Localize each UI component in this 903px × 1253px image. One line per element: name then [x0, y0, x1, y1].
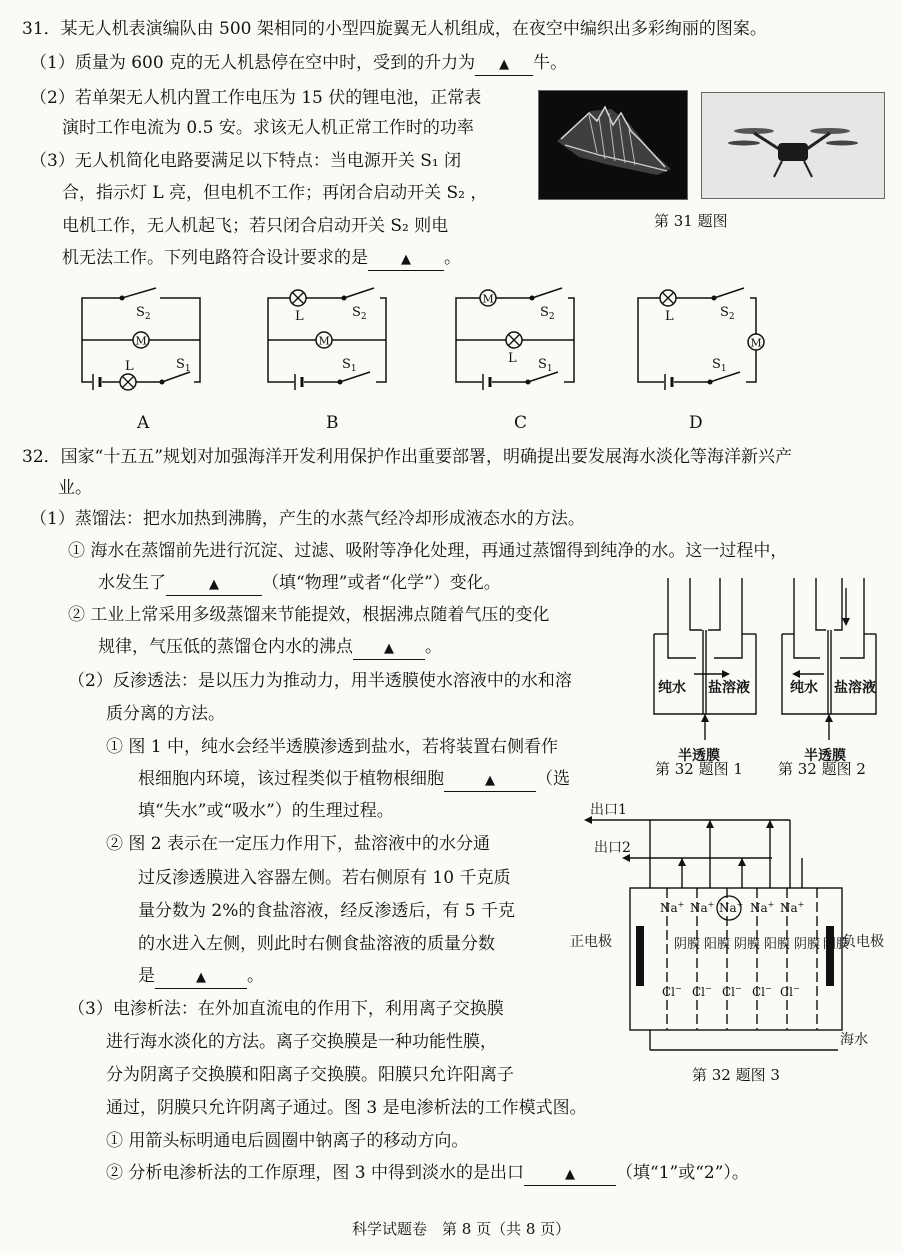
svg-text:S2: $S_2$	[540, 305, 555, 322]
q32-s2-q1-line3: 填“失水”或“吸水”）的生理过程。	[138, 801, 394, 821]
svg-text:出口2: 出口2	[594, 840, 631, 856]
svg-text:Na+: Na+	[690, 900, 715, 915]
answer-blank[interactable]: ▲	[368, 248, 444, 271]
page-footer: 科学试题卷 第 8 页（共 8 页）	[352, 1220, 571, 1238]
q32-s2-q1-line1: ① 图 1 中，纯水会经半透膜渗透到盐水，若将装置右侧看作	[106, 737, 559, 757]
figure-32-3-caption: 第 32 题图 3	[692, 1066, 780, 1084]
q32-stem-line2: 业。	[58, 478, 92, 498]
q32-s3-line1: （3）电渗析法：在外加直流电的作用下，利用离子交换膜	[68, 999, 504, 1019]
q31-part3-line4: 机无法工作。下列电路符合设计要求的是 ▲ 。	[62, 247, 461, 271]
svg-text:阳膜: 阳膜	[764, 937, 791, 952]
svg-text:Na+: Na+	[750, 900, 775, 915]
answer-blank[interactable]: ▲	[353, 637, 425, 660]
svg-text:Na+: Na+	[780, 900, 805, 915]
svg-text:S2: $S_2$	[136, 305, 151, 322]
svg-text:纯水: 纯水	[790, 680, 818, 696]
figure-32-2	[776, 578, 901, 778]
figure-32-3	[570, 800, 900, 1060]
q32-s1-q2-line1: ② 工业上常采用多级蒸馏来节能提效，根据沸点随着气压的变化	[68, 605, 550, 625]
circuit-label-b: B	[326, 413, 339, 433]
q32-s2-q1-line2: 根细胞内环境，该过程类似于植物根细胞 ▲ （选	[138, 768, 570, 792]
drone-photo	[701, 92, 885, 199]
svg-text:半透膜: 半透膜	[678, 748, 720, 764]
q31-figure-caption: 第 31 题图	[654, 212, 728, 230]
circuit-label-a: A	[137, 413, 150, 433]
svg-text:阳膜: 阳膜	[704, 937, 731, 952]
answer-blank[interactable]: ▲	[166, 573, 262, 596]
figure-32-1	[644, 578, 769, 778]
q32-s2-q2-line2: 过反渗透膜进入容器左侧。若右侧原有 10 千克质	[138, 868, 511, 888]
q31-part1: （1）质量为 600 克的无人机悬停在空中时，受到的升力为 ▲ 牛。	[30, 52, 567, 76]
svg-text:S1: $S_1$	[538, 357, 553, 374]
q32-s2-q2-line1: ② 图 2 表示在一定压力作用下，盐溶液中的水分通	[106, 834, 491, 854]
circuit-b	[258, 282, 398, 398]
q32-s2-q2-line4: 的水进入左侧，则此时右侧食盐溶液的质量分数	[138, 934, 495, 954]
q32-s3-q1: ① 用箭头标明通电后圆圈中钠离子的移动方向。	[106, 1131, 469, 1151]
q31-part2-line2: 演时工作电流为 0.5 安。求该无人机正常工作时的功率	[62, 118, 474, 138]
svg-text:S2: $S_2$	[720, 305, 735, 322]
svg-text:海水: 海水	[840, 1032, 868, 1048]
q32-s2-line1: （2）反渗透法：是以压力为推动力，用半透膜使水溶液中的水和溶	[68, 671, 572, 691]
svg-text:出口1: 出口1	[590, 802, 627, 818]
q31-stem: 31．某无人机表演编队由 500 架相同的小型四旋翼无人机组成，在夜空中编织出多彩绚丽的图案。	[22, 19, 767, 39]
drone-light-pattern-icon	[539, 91, 687, 199]
q31-part3-line1: （3）无人机简化电路要满足以下特点：当电源开关 S₁ 闭	[30, 151, 462, 171]
q32-s3-line4: 通过，阴膜只允许阴离子通过。图 3 是电渗析法的工作模式图。	[106, 1098, 587, 1118]
svg-text:阴膜: 阴膜	[734, 937, 761, 952]
circuit-label-c: C	[514, 413, 528, 433]
q31-part3-line3: 电机工作，无人机起飞；若只闭合启动开关 S₂ 则电	[62, 216, 449, 236]
figure-32-2-caption: 第 32 题图 2	[778, 760, 866, 778]
answer-blank[interactable]: ▲	[155, 966, 247, 989]
q32-s2-line2: 质分离的方法。	[106, 704, 225, 724]
q32-s1-q1-line1: ① 海水在蒸馏前先进行沉淀、过滤、吸附等净化处理，再通过蒸馏得到纯净的水。这一过程中，	[68, 541, 788, 561]
svg-text:Cl−: Cl−	[722, 984, 742, 999]
svg-text:Cl−: Cl−	[780, 984, 800, 999]
q32-s2-q2-line5: 是 ▲ 。	[138, 965, 264, 989]
q32-section1: （1）蒸馏法：把水加热到沸腾，产生的水蒸气经冷却形成液态水的方法。	[30, 509, 585, 529]
q32-s3-line2: 进行海水淡化的方法。离子交换膜是一种功能性膜，	[106, 1032, 497, 1052]
q32-s3-q2: ② 分析电渗析法的工作原理，图 3 中得到淡水的是出口 ▲ （填“1”或“2”）。	[106, 1162, 749, 1186]
svg-text:半透膜: 半透膜	[804, 748, 846, 764]
q32-s1-q1-line2: 水发生了 ▲ （填“物理”或者“化学”）变化。	[98, 572, 501, 596]
svg-text:Cl−: Cl−	[692, 984, 712, 999]
q31-part3-line2: 合，指示灯 L 亮，但电机不工作；再闭合启动开关 S₂ ，	[62, 183, 488, 203]
svg-text:S1: $S_1$	[176, 357, 191, 374]
answer-blank[interactable]: ▲	[444, 769, 536, 792]
svg-text:阳膜: 阳膜	[823, 937, 850, 952]
answer-blank[interactable]: ▲	[524, 1163, 616, 1186]
answer-blank[interactable]: ▲	[475, 53, 533, 76]
quadcopter-icon	[702, 93, 884, 198]
circuit-a	[72, 282, 212, 398]
svg-text:S1: $S_1$	[342, 357, 357, 374]
q32-s1-q2-line2: 规律，气压低的蒸馏仓内水的沸点 ▲ 。	[98, 636, 442, 660]
svg-text:负电极: 负电极	[842, 934, 884, 950]
svg-text:Cl−: Cl−	[662, 984, 682, 999]
circuit-label-d: D	[689, 413, 703, 433]
drone-show-photo	[538, 90, 688, 200]
svg-text:盐溶液: 盐溶液	[708, 680, 750, 696]
svg-text:正电极: 正电极	[570, 934, 612, 950]
svg-text:L: L	[665, 309, 674, 324]
q32-stem-line1: 32．国家“十五五”规划对加强海洋开发利用保护作出重要部署，明确提出要发展海水淡化等海洋新兴产	[22, 447, 793, 467]
q32-s3-line3: 分为阴离子交换膜和阳离子交换膜。阳膜只允许阳离子	[106, 1065, 514, 1085]
svg-text:M: M	[750, 336, 762, 350]
svg-text:Na+: Na+	[719, 900, 744, 915]
svg-text:L: L	[125, 359, 134, 374]
figure-32-1-caption: 第 32 题图 1	[655, 760, 743, 778]
svg-text:阴膜: 阴膜	[674, 937, 701, 952]
circuit-c	[446, 282, 586, 398]
circuit-d	[628, 282, 768, 398]
svg-text:Na+: Na+	[660, 900, 685, 915]
svg-text:M: M	[318, 334, 330, 348]
svg-text:M: M	[482, 292, 494, 306]
q31-part2-line1: （2）若单架无人机内置工作电压为 15 伏的锂电池，正常表	[30, 88, 482, 108]
svg-text:S2: $S_2$	[352, 305, 367, 322]
svg-text:Cl−: Cl−	[752, 984, 772, 999]
svg-text:阴膜: 阴膜	[794, 937, 821, 952]
svg-text:盐溶液: 盐溶液	[834, 680, 876, 696]
svg-text:L: L	[295, 309, 304, 324]
svg-text:L: L	[508, 351, 517, 366]
svg-text:纯水: 纯水	[658, 680, 686, 696]
svg-text:M: M	[135, 334, 147, 348]
q32-s2-q2-line3: 量分数为 2%的食盐溶液，经反渗透后，有 5 千克	[138, 901, 515, 921]
svg-text:S1: $S_1$	[712, 357, 727, 374]
